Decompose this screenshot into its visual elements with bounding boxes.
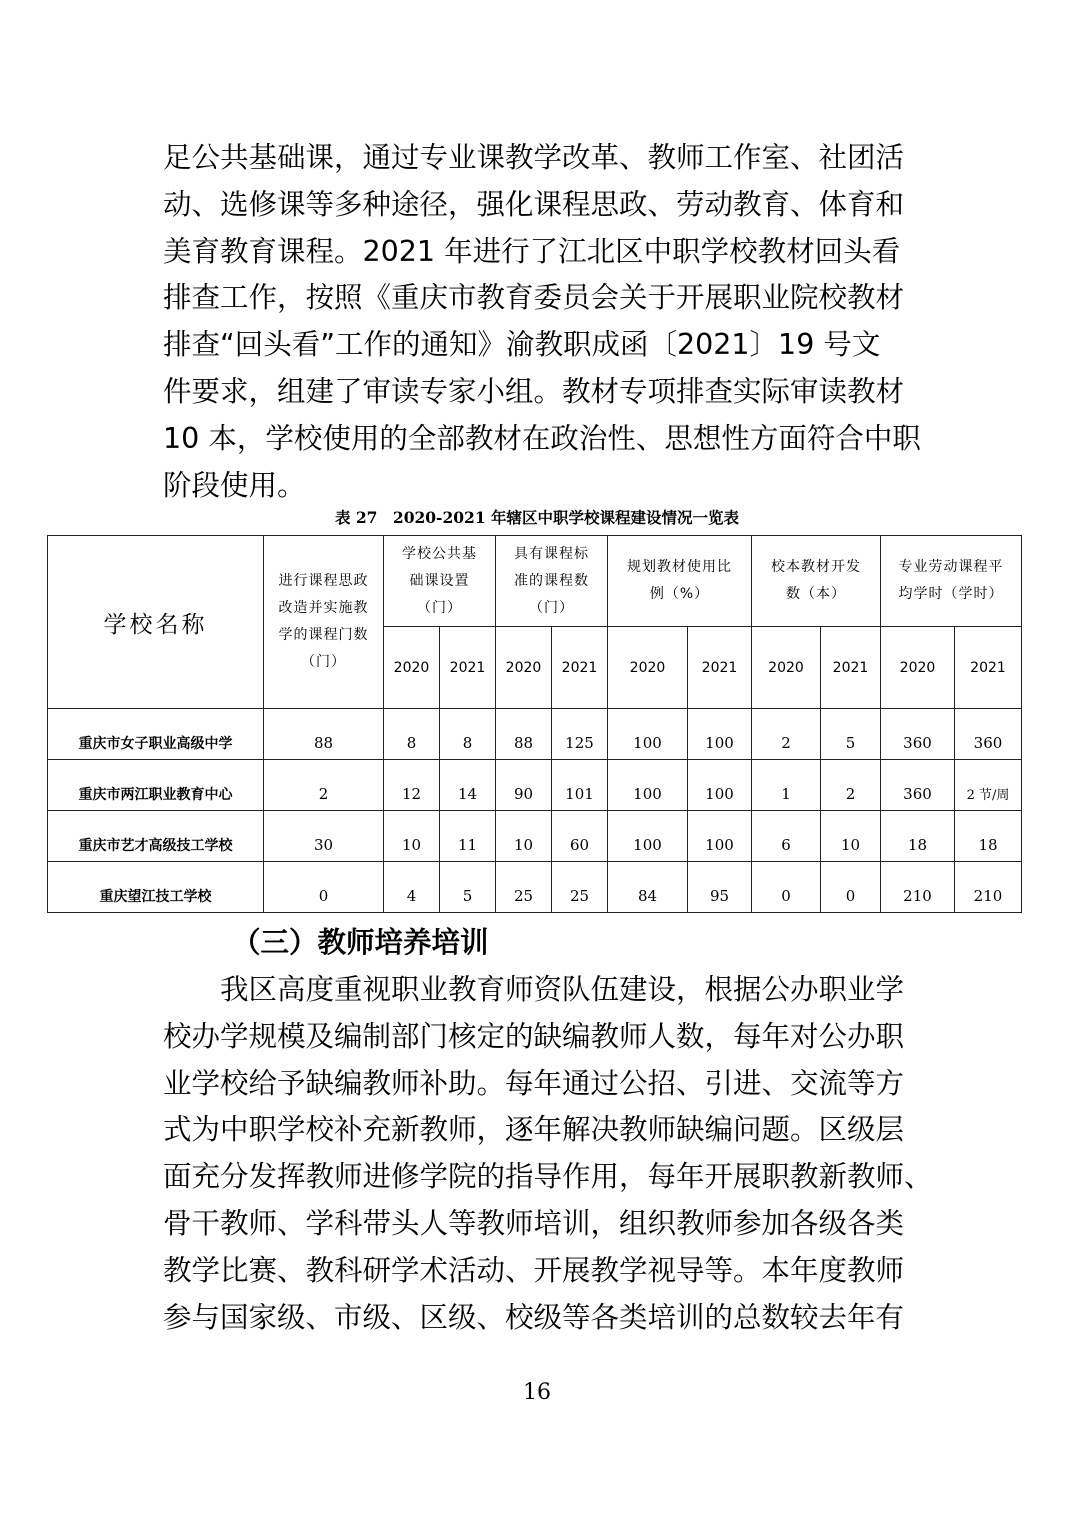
header-line: 础课设置: [409, 572, 470, 589]
cell-value: 11: [440, 811, 496, 862]
table-row: [48, 760, 1022, 811]
header-line: 校本教材开发: [771, 559, 861, 575]
header-sizheng-courses: [264, 536, 384, 709]
cell-value: 8: [384, 709, 440, 760]
cell-value: 210: [955, 862, 1022, 913]
text-line: 排查“回头看”工作的通知》渝教职成函〔2021〕19 号文: [163, 328, 881, 362]
section-heading: （三）教师培养培训: [232, 926, 489, 959]
cell-value: 100: [688, 811, 752, 862]
header-year: 2021: [440, 627, 496, 709]
header-line: 规划教材使用比: [627, 559, 732, 575]
cell-value: 88: [496, 709, 552, 760]
cell-value: 84: [608, 862, 688, 913]
text-line: 参与国家级、市级、区级、校级等各类培训的总数较去年有: [163, 1300, 905, 1334]
cell-value: 100: [688, 709, 752, 760]
header-year: 2020: [496, 627, 552, 709]
cell-value: 2: [821, 760, 881, 811]
header-line: （门）: [529, 599, 574, 616]
header-labor-course-hours: [881, 536, 1022, 627]
header-year: 2020: [752, 627, 821, 709]
cell-value: 100: [608, 760, 688, 811]
table-row: [48, 811, 1022, 862]
cell-value: 25: [496, 862, 552, 913]
header-line: 例（%）: [649, 586, 710, 602]
cell-value: 5: [821, 709, 881, 760]
cell-school: 重庆市艺才高级技工学校: [48, 811, 264, 862]
header-line: 数（本）: [786, 586, 846, 602]
header-line: 学的课程门数: [278, 627, 369, 643]
text-line: 动、选修课等多种途径，强化课程思政、劳动教育、体育和: [163, 187, 905, 221]
text-line: 面充分发挥教师进修学院的指导作用，每年开展职教新教师、: [163, 1160, 933, 1194]
cell-value: 360: [881, 709, 955, 760]
text-line: 式为中职学校补充新教师，逐年解决教师缺编问题。区级层: [163, 1113, 905, 1147]
text-line: 件要求，组建了审读专家小组。教材专项排查实际审读教材: [163, 374, 905, 408]
text-line: 校办学规模及编制部门核定的缺编教师人数，每年对公办职: [163, 1019, 905, 1053]
text-line: 阶段使用。: [163, 468, 306, 502]
cell-value: 210: [881, 862, 955, 913]
cell-value: 101: [552, 760, 608, 811]
cell-value: 0: [264, 862, 384, 913]
cell-school: 重庆市女子职业高级中学: [48, 709, 264, 760]
cell-value: 90: [496, 760, 552, 811]
cell-school: 重庆市两江职业教育中心: [48, 760, 264, 811]
header-standard-courses: [496, 536, 608, 627]
header-line: 专业劳动课程平: [898, 559, 1004, 575]
cell-value: 8: [440, 709, 496, 760]
cell-value: 18: [881, 811, 955, 862]
paragraph-teacher-training: [163, 967, 943, 1341]
cell-value: 0: [752, 862, 821, 913]
header-line: 改造并实施教: [278, 600, 369, 616]
cell-school: 重庆望江技工学校: [48, 862, 264, 913]
cell-value: 10: [384, 811, 440, 862]
table-caption: 表 27 2020-2021 年辖区中职学校课程建设情况一览表: [334, 508, 740, 527]
cell-value: 2 节/周: [955, 760, 1022, 811]
table-header-row: [48, 536, 1022, 627]
cell-value: 100: [688, 760, 752, 811]
cell-value: 100: [608, 709, 688, 760]
cell-value: 88: [264, 709, 384, 760]
header-line: 准的课程数: [514, 572, 589, 589]
cell-value: 1: [752, 760, 821, 811]
cell-value: 10: [496, 811, 552, 862]
header-year: 2021: [955, 627, 1022, 709]
cell-value: 0: [821, 862, 881, 913]
header-line: 进行课程思政: [278, 573, 369, 589]
header-line: 学校公共基: [402, 545, 477, 562]
text-line: 我区高度重视职业教育师资队伍建设，根据公办职业学: [163, 973, 905, 1006]
header-planned-textbook-ratio: [608, 536, 752, 627]
cell-value: 12: [384, 760, 440, 811]
cell-value: 6: [752, 811, 821, 862]
cell-value: 25: [552, 862, 608, 913]
cell-value: 14: [440, 760, 496, 811]
cell-value: 2: [752, 709, 821, 760]
header-line: （门）: [301, 654, 346, 670]
header-year: 2020: [881, 627, 955, 709]
cell-value: 4: [384, 862, 440, 913]
curriculum-table: [47, 535, 1022, 913]
cell-value: 360: [881, 760, 955, 811]
header-public-courses: [384, 536, 496, 627]
text-line: 排查工作，按照《重庆市教育委员会关于开展职业院校教材: [163, 281, 905, 315]
header-school-textbooks: [752, 536, 881, 627]
header-line: 具有课程标: [514, 545, 589, 562]
cell-value: 125: [552, 709, 608, 760]
text-line: 业学校给予缺编教师补助。每年通过公招、引进、交流等方: [163, 1066, 905, 1100]
cell-value: 10: [821, 811, 881, 862]
text-line: 足公共基础课，通过专业课教学改革、教师工作室、社团活: [163, 141, 905, 174]
header-year: 2021: [552, 627, 608, 709]
table-row: [48, 709, 1022, 760]
table-row: [48, 862, 1022, 913]
header-school-name: 学校名称: [48, 536, 264, 709]
cell-value: 100: [608, 811, 688, 862]
header-line: （门）: [417, 599, 462, 616]
cell-value: 60: [552, 811, 608, 862]
header-year: 2021: [821, 627, 881, 709]
header-year: 2021: [688, 627, 752, 709]
text-line: 美育教育课程。2021 年进行了江北区中职学校教材回头看: [163, 234, 901, 268]
text-line: 教学比赛、教科研学术活动、开展教学视导等。本年度教师: [163, 1253, 905, 1287]
cell-value: 360: [955, 709, 1022, 760]
text-line: 骨干教师、学科带头人等教师培训，组织教师参加各级各类: [163, 1206, 905, 1240]
cell-value: 30: [264, 811, 384, 862]
cell-value: 2: [264, 760, 384, 811]
header-year: 2020: [384, 627, 440, 709]
cell-value: 95: [688, 862, 752, 913]
header-line: 均学时（学时）: [898, 586, 1004, 602]
page-number: 16: [523, 1380, 551, 1405]
cell-value: 5: [440, 862, 496, 913]
cell-value: 18: [955, 811, 1022, 862]
header-year: 2020: [608, 627, 688, 709]
text-line: 10 本，学校使用的全部教材在政治性、思想性方面符合中职: [163, 421, 921, 455]
paragraph-curriculum: [163, 135, 923, 509]
